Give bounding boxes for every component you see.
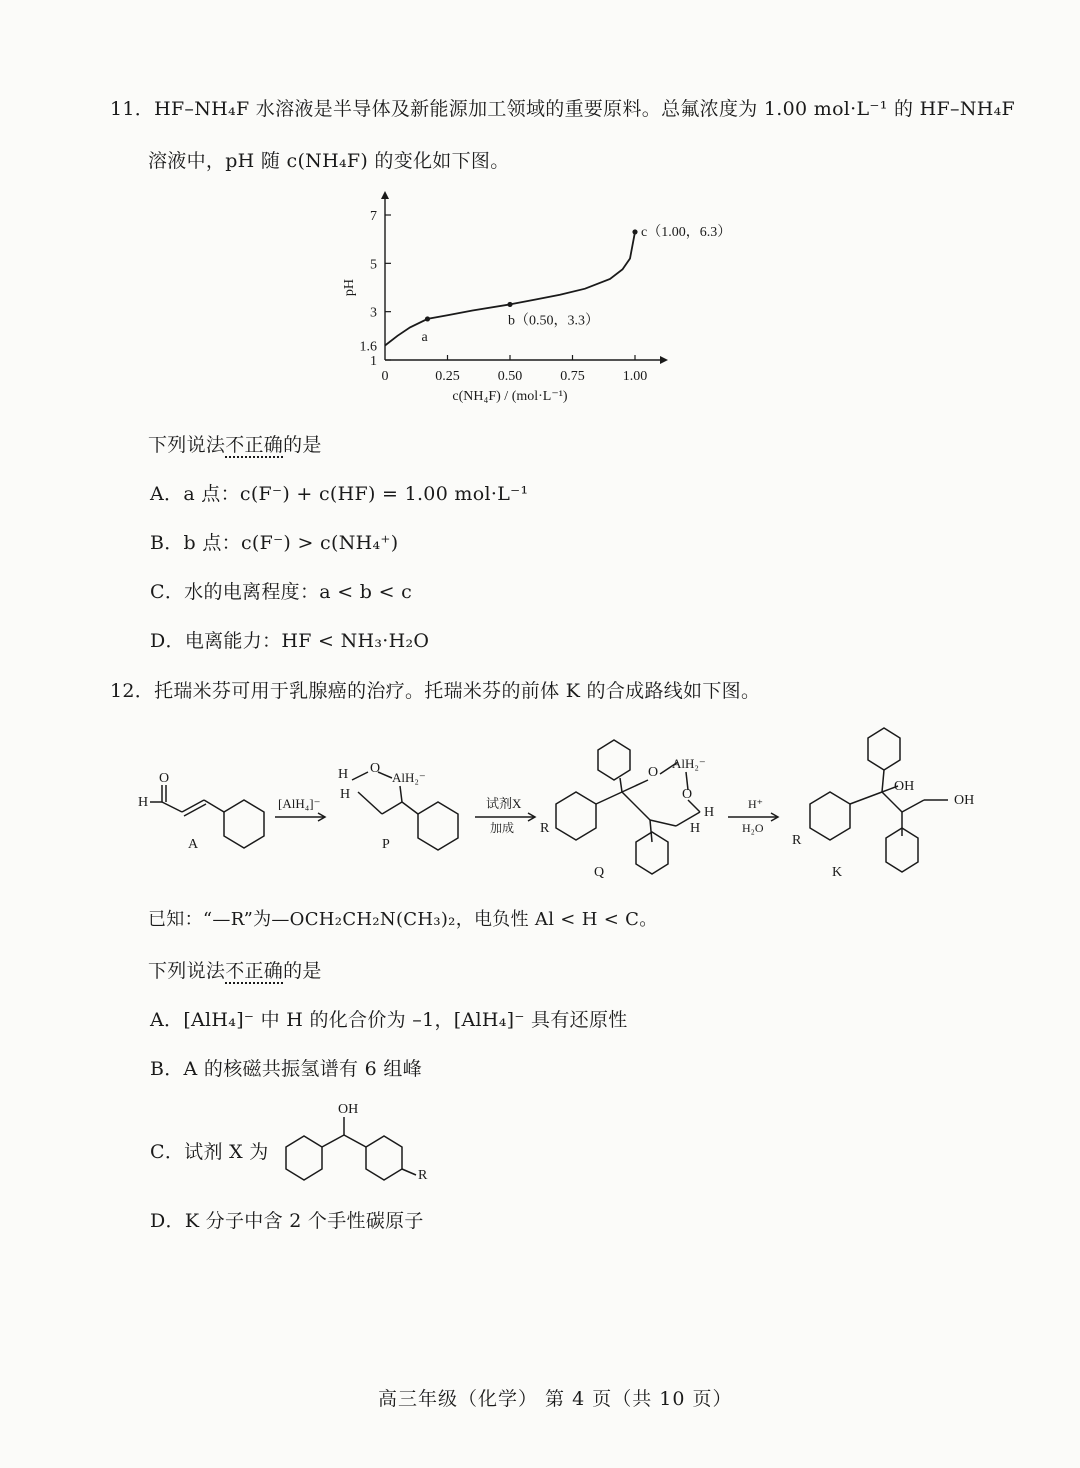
q12-option-a: A．[AlH₄]⁻ 中 H 的化合价为 –1，[AlH₄]⁻ 具有还原性 xyxy=(150,1009,628,1031)
q11-stem-line2: 溶液中，pH 随 c(NH₄F) 的变化如下图。 xyxy=(148,150,510,172)
x-axis-label: c(NH₄F) / (mol·L⁻¹) xyxy=(452,389,568,404)
q11-prompt xyxy=(148,430,322,457)
ph-chart xyxy=(330,190,770,415)
y-tick-label: 1 xyxy=(370,354,377,369)
x-axis-arrow xyxy=(660,356,668,364)
q12-prompt xyxy=(148,956,322,983)
page-footer: 高三年级（化学） 第 4 页（共 10 页） xyxy=(378,1388,733,1410)
x-tick-label: 1.00 xyxy=(622,369,648,384)
q11-prompt-negation: 不正确 xyxy=(225,434,284,456)
reagent-x-oh: OH xyxy=(338,1102,359,1117)
data-point-2 xyxy=(632,229,637,234)
atom-h-q2: H xyxy=(690,821,701,836)
atom-o-q1: O xyxy=(648,765,659,780)
atom-r-k: R xyxy=(792,833,802,848)
reagent-addition: 加成 xyxy=(490,821,515,835)
x-tick-label: 0.50 xyxy=(497,369,523,384)
atom-h-a: H xyxy=(138,795,149,810)
q12-option-d: D．K 分子中含 2 个手性碳原子 xyxy=(150,1210,424,1232)
reagent-water: H₂O xyxy=(742,821,764,835)
atom-oh-k1: OH xyxy=(894,779,915,794)
synthesis-scheme xyxy=(120,720,1000,890)
atom-h-p1: H xyxy=(338,767,349,782)
label-p: P xyxy=(382,837,390,852)
atom-h-q1: H xyxy=(704,805,715,820)
q12-option-b: B．A 的核磁共振氢谱有 6 组峰 xyxy=(150,1058,422,1080)
y-axis-arrow xyxy=(381,191,389,199)
reagent-alh4: [AlH₄]⁻ xyxy=(278,796,321,811)
y-tick-label: 5 xyxy=(370,257,377,273)
atom-r-q: R xyxy=(540,821,550,836)
x-tick-label: 0 xyxy=(381,369,389,384)
x-tick-label: 0.25 xyxy=(435,369,460,384)
q12-prompt-pre: 下列说法 xyxy=(148,960,226,982)
q11-option-c: C．水的电离程度：a < b < c xyxy=(150,581,413,603)
data-point-0 xyxy=(425,316,430,321)
data-point-1 xyxy=(507,302,512,307)
y-tick-label: 1.6 xyxy=(359,339,377,355)
q11-stem-line1: 11．HF–NH₄F 水溶液是半导体及新能源加工领域的重要原料。总氟浓度为 1.00 mol·L⁻¹ 的 HF–NH₄F xyxy=(110,98,1016,120)
q11-option-a: A．a 点：c(F⁻) + c(HF) = 1.00 mol·L⁻¹ xyxy=(150,483,529,505)
reagent-x-r: R xyxy=(418,1168,428,1183)
q12-prompt-post: 的是 xyxy=(283,960,322,982)
reagent-x-structure xyxy=(278,1095,448,1190)
reagent-x: 试剂X xyxy=(486,796,522,811)
q11-prompt-pre: 下列说法 xyxy=(148,434,226,456)
q12-known: 已知：“—R”为—OCH₂CH₂N(CH₃)₂，电负性 Al < H < C。 xyxy=(148,909,658,930)
atom-o-a: O xyxy=(159,771,170,786)
label-a: A xyxy=(188,837,199,852)
q11-option-b: B．b 点：c(F⁻) > c(NH₄⁺) xyxy=(150,532,399,554)
atom-alh2-q: AlH₂⁻ xyxy=(672,756,706,771)
q12-option-c: C．试剂 X 为 xyxy=(150,1141,269,1163)
x-tick-label: 0.75 xyxy=(560,369,585,384)
q11-prompt-post: 的是 xyxy=(283,434,322,456)
q12-stem: 12．托瑞米芬可用于乳腺癌的治疗。托瑞米芬的前体 K 的合成路线如下图。 xyxy=(110,680,761,702)
atom-oh-k2: OH xyxy=(954,793,975,808)
atom-alh2-p: AlH₂⁻ xyxy=(392,770,426,785)
data-point-label-2: c（1.00，6.3） xyxy=(641,224,732,240)
ph-curve xyxy=(385,232,635,346)
q12-prompt-negation: 不正确 xyxy=(225,960,284,982)
data-point-label-1: b（0.50，3.3） xyxy=(508,313,599,329)
data-point-label-0: a xyxy=(421,329,428,345)
atom-h-p2: H xyxy=(340,787,351,802)
label-q: Q xyxy=(594,865,605,880)
atom-o-p: O xyxy=(370,761,381,776)
atom-o-q2: O xyxy=(682,787,693,802)
q11-option-d: D．电离能力：HF < NH₃·H₂O xyxy=(150,630,430,652)
y-tick-label: 3 xyxy=(370,305,377,321)
y-axis-label: pH xyxy=(342,278,357,297)
reagent-h-plus: H⁺ xyxy=(748,797,763,811)
y-tick-label: 7 xyxy=(370,209,377,224)
label-k: K xyxy=(832,865,843,880)
